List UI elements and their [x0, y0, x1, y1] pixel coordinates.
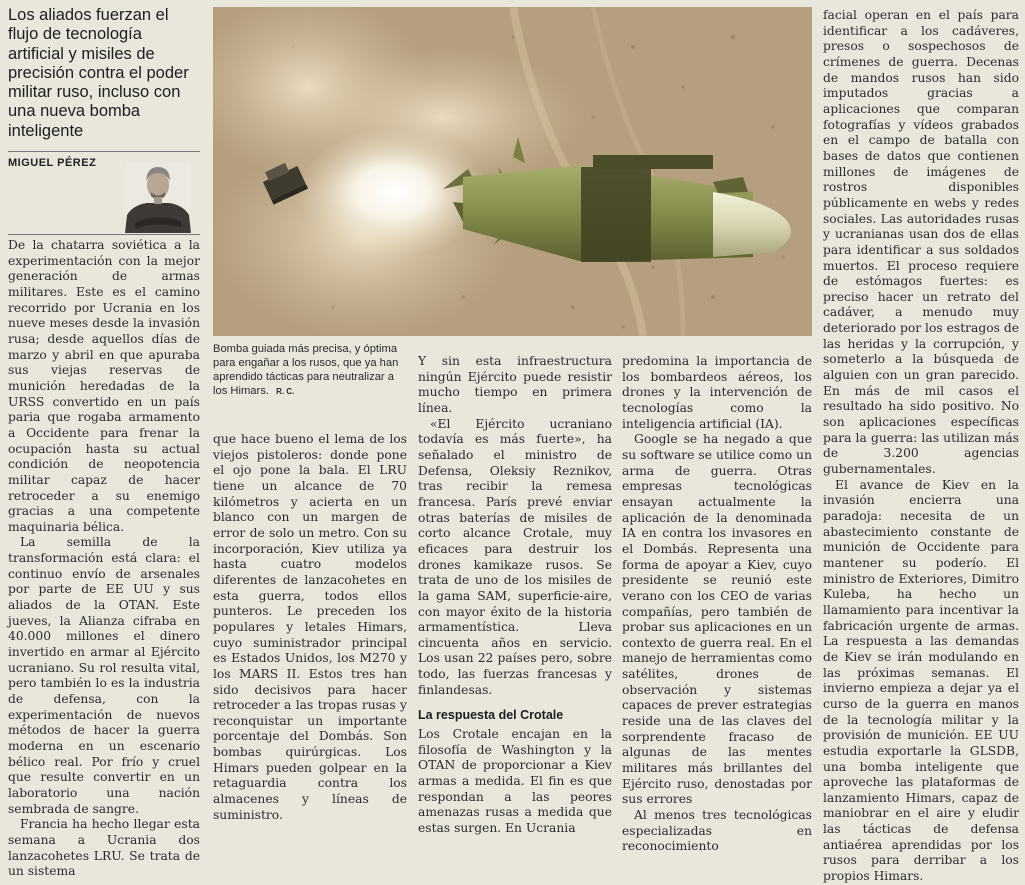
caption-text: Bomba guiada más precisa, y óptima para engañar a los rusos, que ya han aprendido tácticas para neutralizar a los Himars.: [213, 343, 399, 397]
article-column-3: [418, 354, 612, 837]
paragraph: La semilla de la transformación está clara: el continuo envío de arsenales por parte de EE UU y sus aliados de la OTAN. Este jueves, la Alianza cifraba en 40.000 millones el dinero invertido en armar al Ejército ucraniano. Su rol resulta vital, pero también lo es la industria de defensa, con la experimentación de nuevos métodos de hacer la guerra moderna en un escenario bélico real. Por frío y cruel que resulte convertir en un laboratorio una nación sembrada de sangre.: [8, 535, 200, 816]
author-photo: [125, 163, 191, 233]
article-column-1: [8, 238, 200, 880]
byline-rule: [8, 234, 200, 235]
section-subheading: La respuesta del Crotale: [418, 708, 564, 723]
paragraph: El avance de Kiev en la invasión encierra una paradoja: necesita de un abastecimiento constante de munición de Occidente para mantener su poderío. El ministro de Exteriores, Dimitro Kuleba, ha hecho un llamamiento para incentivar la fabricación urgente de armas. La respuesta a las demandas de Kiev se irán modulando en las próximas semanas. El invierno empieza a dejar ya el curso de la guerra en manos de la tecnología militar y la provisión de munición. EE UU estudia exportarle la GLSDB, una bomba inteligente que aproveche las plataformas de lanzamiento Himars, capaz de maniobrar en el aire y eludir las tácticas de defensa antiaérea aprendidas por los rusos para derribar a los propios Himars.: [823, 477, 1019, 884]
paragraph: Francia ha hecho llegar esta semana a Ucrania dos lanzacohetes LRU. Se trata de un sistema: [8, 817, 200, 879]
article-headline: Los aliados fuerzan el flujo de tecnología artificial y misiles de precisión contra el poder militar ruso, incluso con una nueva bomba inteligente: [8, 6, 189, 140]
headline-rule: [8, 151, 200, 152]
byline: MIGUEL PÉREZ: [8, 157, 97, 169]
paragraph: Y sin esta infraestructura ningún Ejército puede resistir mucho tiempo en primera línea.: [418, 354, 612, 415]
paragraph: Google se ha negado a que su software se utilice como un arma de guerra. Otras empresas tecnológicas ensayan actualmente la aplicación de la denominada IA en contra los invasores en el Dombás. Representa una forma de apoyar a Kiev, cuyo presidente se reunió este verano con los CEO de varias compañías, pero también de probar sus aplicaciones en un contexto de guerra real. En el manejo de herramientas como satélites, drones de observación y sistemas capaces de prever estrategias reside una de las claves del sorprendente fracaso de algunas de las mentes militares más brillantes del Ejército ruso, denostadas por sus errores: [622, 432, 812, 807]
paragraph: predomina la importancia de los bombardeos aéreos, los drones y la intervención de tecnologías como la inteligencia artificial (IA).: [622, 354, 812, 431]
paragraph: que hace bueno el lema de los viejos pistoleros: donde pone el ojo pone la bala. El LRU tiene un alcance de 70 kilómetros y acierta en un blanco con un margen de error de solo un metro. Con su incorporación, Kiev utiliza ya hasta cuatro modelos diferentes de lanzacohetes en esta guerra, todos ellos punteros. Le preceden los populares y letales Himars, cuyo suministrador principal es Estados Unidos, los M270 y los MARS II. Estos tres han sido decisivos para hacer retroceder a las tropas rusas y reconquistar un importante porcentaje del Dombás. Son bombas quirúrgicas. Los Himars pueden golpear en la retaguardia contra los almacenes y líneas de suministro.: [213, 432, 407, 822]
article-column-4: [622, 354, 812, 855]
photo-caption: [213, 342, 407, 399]
paragraph: De la chatarra soviética a la experimentación con la mejor generación de armas militares. Este es el camino recorrido por Ucrania en los nueve meses desde la invasión rusa; desde aquellos días de marzo y abril en que apuraba sus viejas reservas de munición heredadas de la URSS convertido en un país paria que rogaba armamento a Occidente para frenar la ocupación hasta su actual condición de neopotencia militar capaz de hacer retroceder a su enemigo gracias a una competente maquinaria bélica.: [8, 238, 200, 534]
article-column-5: [823, 8, 1019, 885]
article-column-2: [213, 432, 407, 823]
paragraph: «El Ejército ucraniano todavía es más fuerte», ha señalado el ministro de Defensa, Oleksiy Reznikov, tras recibir la remesa francesa. París prevé enviar otras baterías de misiles de corto alcance Crotale, muy eficaces para destruir los drones kamikaze rusos. Se trata de uno de los misiles de la gama SAM, superficie-aire, con mayor éxito de la historia armamentística. Lleva cincuenta años en servicio. Los usan 22 países pero, sobre todo, las fuerzas francesas y finlandesas.: [418, 416, 612, 697]
paragraph: Los Crotale encajan en la filosofía de Washington y la OTAN de proporcionar a Kiev armas a medida. El fin es que respondan a las peores amenazas rusas a medida que estas surgen. En Ucrania: [418, 727, 612, 836]
missile-photo: [213, 7, 812, 336]
caption-credit: R. C.: [276, 387, 295, 396]
paragraph: Al menos tres tecnológicas especializadas en reconocimiento: [622, 808, 812, 854]
paragraph: facial operan en el país para identificar a los cadáveres, presos o sospechosos de crímenes de guerra. Decenas de mandos rusos han sido imputados gracias a aplicaciones que comparan fotografías y vídeos grabados en el campo de batalla con bases de datos que contienen millones de imágenes de rostros disponibles públicamente en webs y redes sociales. Las autoridades rusas y ucranianas usan dos de ellas para identificar a sus soldados muertos. El proceso requiere de estómagos fuertes: es preciso hacer un retrato del cadáver, a menudo muy deteriorado por los estragos de las heridas y la corrupción, y someterlo a la búsqueda de alguien con un gran parecido. En más de mil casos el resultado ha sido positivo. No son aplicaciones específicas para la guerra: las utilizan más de 3.200 agencias gubernamentales.: [823, 8, 1019, 477]
